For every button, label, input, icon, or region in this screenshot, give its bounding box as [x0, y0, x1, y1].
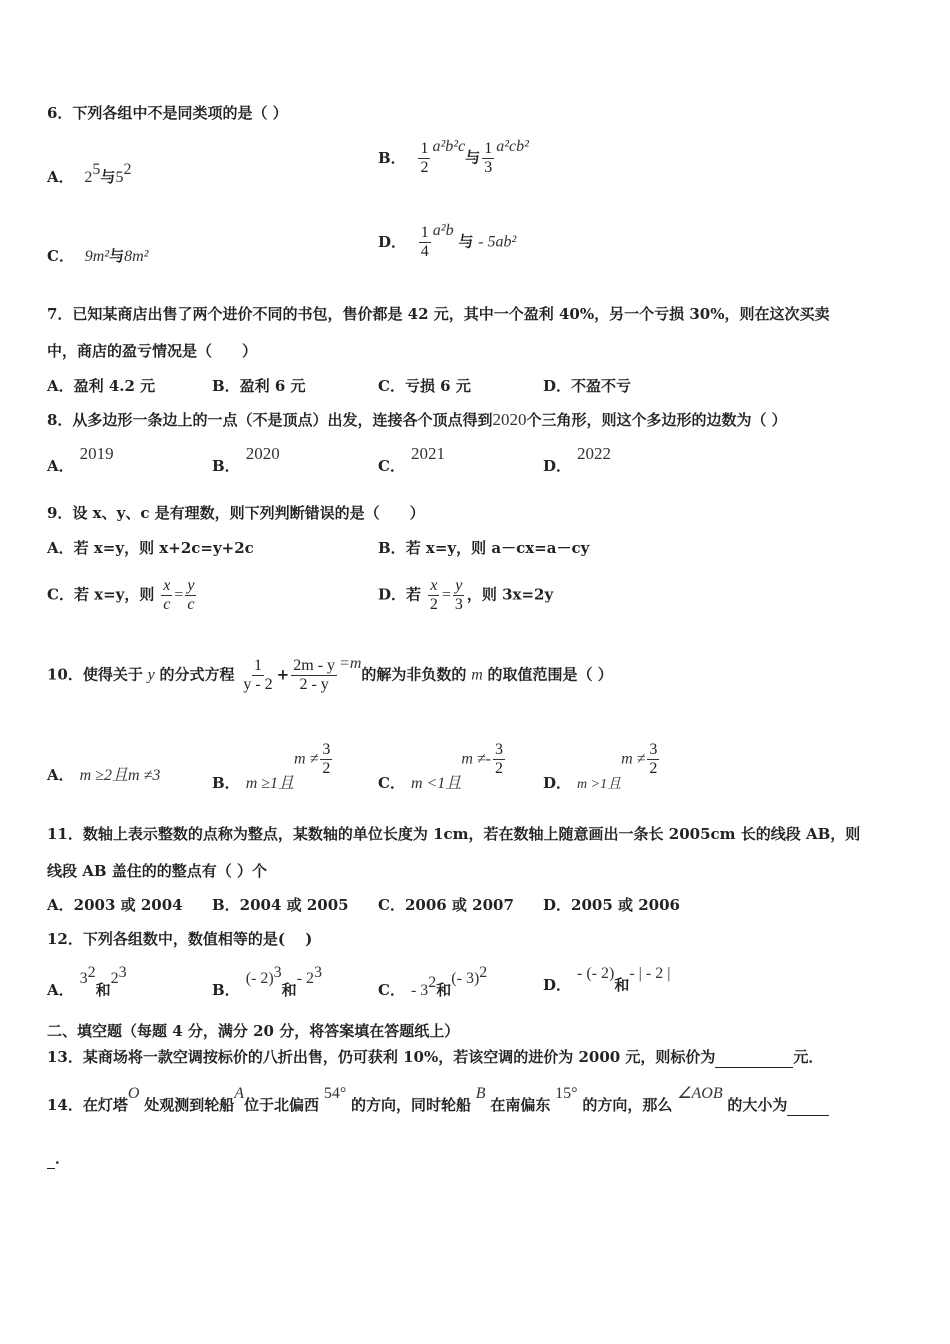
q11-stem-line1: 11．数轴上表示整数的点称为整点，某数轴的单位长度为 1cm，若在数轴上随意画出一条长 2005cm 长的线段 AB，则: [47, 825, 861, 843]
q6-option-a[interactable]: A． $2^5$与$5^2$: [47, 161, 132, 186]
q11-option-b[interactable]: B．2004 或 2005: [212, 896, 349, 914]
fraction: $\frac{3}{2}$: [322, 741, 331, 777]
q10-option-b[interactable]: B． m ≥1且m ≠ $\frac{3}{2}$: [212, 741, 331, 792]
fraction: $\frac{3}{2}$: [494, 741, 503, 777]
q7-option-b[interactable]: B．盈利 6 元: [212, 377, 306, 395]
q14-blank-continued: ．: [47, 1148, 70, 1169]
q12-stem: 12．下列各组数中，数值相等的是( ): [47, 930, 313, 948]
q14-stem: 14．在灯塔O 处观测到轮船A位于北偏西 54° 的方向，同时轮船 B 在南偏东 15° 的方向，那么 ∠AOB 的大小为: [47, 1095, 829, 1116]
term: 2: [84, 169, 93, 186]
section-heading: 二、填空题（每题 4 分，满分 20 分，将答案填在答题纸上）: [47, 1022, 460, 1040]
q8-option-c[interactable]: C．2021: [378, 444, 445, 475]
option-label: A．: [47, 168, 74, 186]
q7-option-d[interactable]: D．不盈不亏: [543, 377, 632, 395]
q9-stem: 9．设 x、y、c 是有理数，则下列判断错误的是（ ）: [47, 504, 425, 522]
q7-option-a[interactable]: A．盈利 4.2 元: [47, 377, 156, 395]
fraction: $\frac{x}{2}$: [429, 577, 438, 613]
fraction: $\frac{1}{y - 2}$: [243, 657, 273, 693]
q7-stem-line1: 7．已知某商店出售了两个进价不同的书包，售价都是 42 元，其中一个盈利 40%，另一个亏损 30%，则在这次买卖: [47, 305, 830, 323]
q11-option-c[interactable]: C．2006 或 2007: [378, 896, 514, 914]
q9-option-a[interactable]: A．若 x=y，则 x+2c=y+2c: [47, 539, 254, 557]
q11-stem-line2: 线段 AB 盖住的的整点有（ ）个: [47, 862, 267, 880]
fraction: $\frac{2m - y}{2 - y}$: [293, 657, 336, 693]
fraction: $\frac{x}{c}$: [163, 577, 171, 613]
q7-option-c[interactable]: C．亏损 6 元: [378, 377, 471, 395]
fraction: $\frac{y}{c}$: [187, 577, 195, 613]
q8-option-b[interactable]: B．2020: [212, 444, 280, 475]
q10-stem: 10．使得关于 y 的分式方程 $\frac{1}{y - 2}$ + $\frac{2m - y}{2 - y}$ =m的解为非负数的 m 的取值范围是（ ）: [47, 654, 613, 693]
fraction: $\frac{y}{3}$: [454, 577, 463, 613]
answer-blank[interactable]: [47, 1148, 55, 1169]
q7-stem-line2: 中，商店的盈亏情况是（ ）: [47, 342, 258, 360]
fraction: $\frac{3}{2}$: [649, 741, 658, 777]
answer-blank[interactable]: [787, 1095, 829, 1116]
q10-option-a[interactable]: A． m ≥2且m ≠3: [47, 766, 161, 784]
option-label: D．: [378, 232, 407, 251]
fraction: $\frac{1}{4}$: [420, 224, 429, 260]
q6-option-b[interactable]: B． $\frac{1}{2}$ a²b²c与 $\frac{1}{3}$ a²cb²: [378, 137, 529, 176]
q10-option-c[interactable]: C． m <1且m ≠- $\frac{3}{2}$: [378, 741, 503, 792]
option-label: C．: [47, 247, 74, 265]
q6-option-d[interactable]: D． $\frac{1}{4}$ a²b 与 - 5ab²: [378, 221, 517, 260]
q12-option-b[interactable]: B．(- 2)$^3$和- $2^3$: [212, 964, 323, 999]
q12-option-a[interactable]: A．$3^2$和$2^3$: [47, 964, 127, 999]
fraction: $\frac{1}{3}$: [484, 140, 493, 176]
q9-option-d[interactable]: D．若 $\frac{x}{2}$ = $\frac{y}{3}$ ，则 3x=2y: [378, 577, 554, 613]
q8-option-a[interactable]: A．2019: [47, 444, 114, 475]
fraction: $\frac{1}{2}$: [420, 140, 429, 176]
q8-option-d[interactable]: D．2022: [543, 444, 612, 475]
answer-blank[interactable]: [715, 1047, 793, 1068]
q9-option-c[interactable]: C．若 x=y，则 $\frac{x}{c}$ = $\frac{y}{c}$: [47, 577, 195, 613]
q11-option-a[interactable]: A．2003 或 2004: [47, 896, 183, 914]
q12-option-d[interactable]: D．- (- 2)和- | - 2 |: [543, 965, 671, 994]
q8-stem: 8．从多边形一条边上的一点（不是顶点）出发，连接各个顶点得到2020个三角形，则这个多边形的边数为（ ）: [47, 410, 787, 429]
q6-option-c[interactable]: C． 9m²与8m²: [47, 247, 149, 265]
q13-stem: 13．某商场将一款空调按标价的八折出售，仍可获利 10%，若该空调的进价为 2000 元，则标价为 元．: [47, 1048, 824, 1066]
q12-option-c[interactable]: C． - $3^2$和(- 3)$^2$: [378, 964, 488, 999]
q11-option-d[interactable]: D．2005 或 2006: [543, 896, 680, 914]
q9-option-b[interactable]: B．若 x=y，则 a－cx=a－cy: [378, 539, 590, 557]
option-label: B．: [378, 148, 406, 167]
q6-stem: 6．下列各组中不是同类项的是（ ）: [47, 104, 288, 122]
q10-option-d[interactable]: D． m >1且m ≠ $\frac{3}{2}$: [543, 741, 658, 792]
